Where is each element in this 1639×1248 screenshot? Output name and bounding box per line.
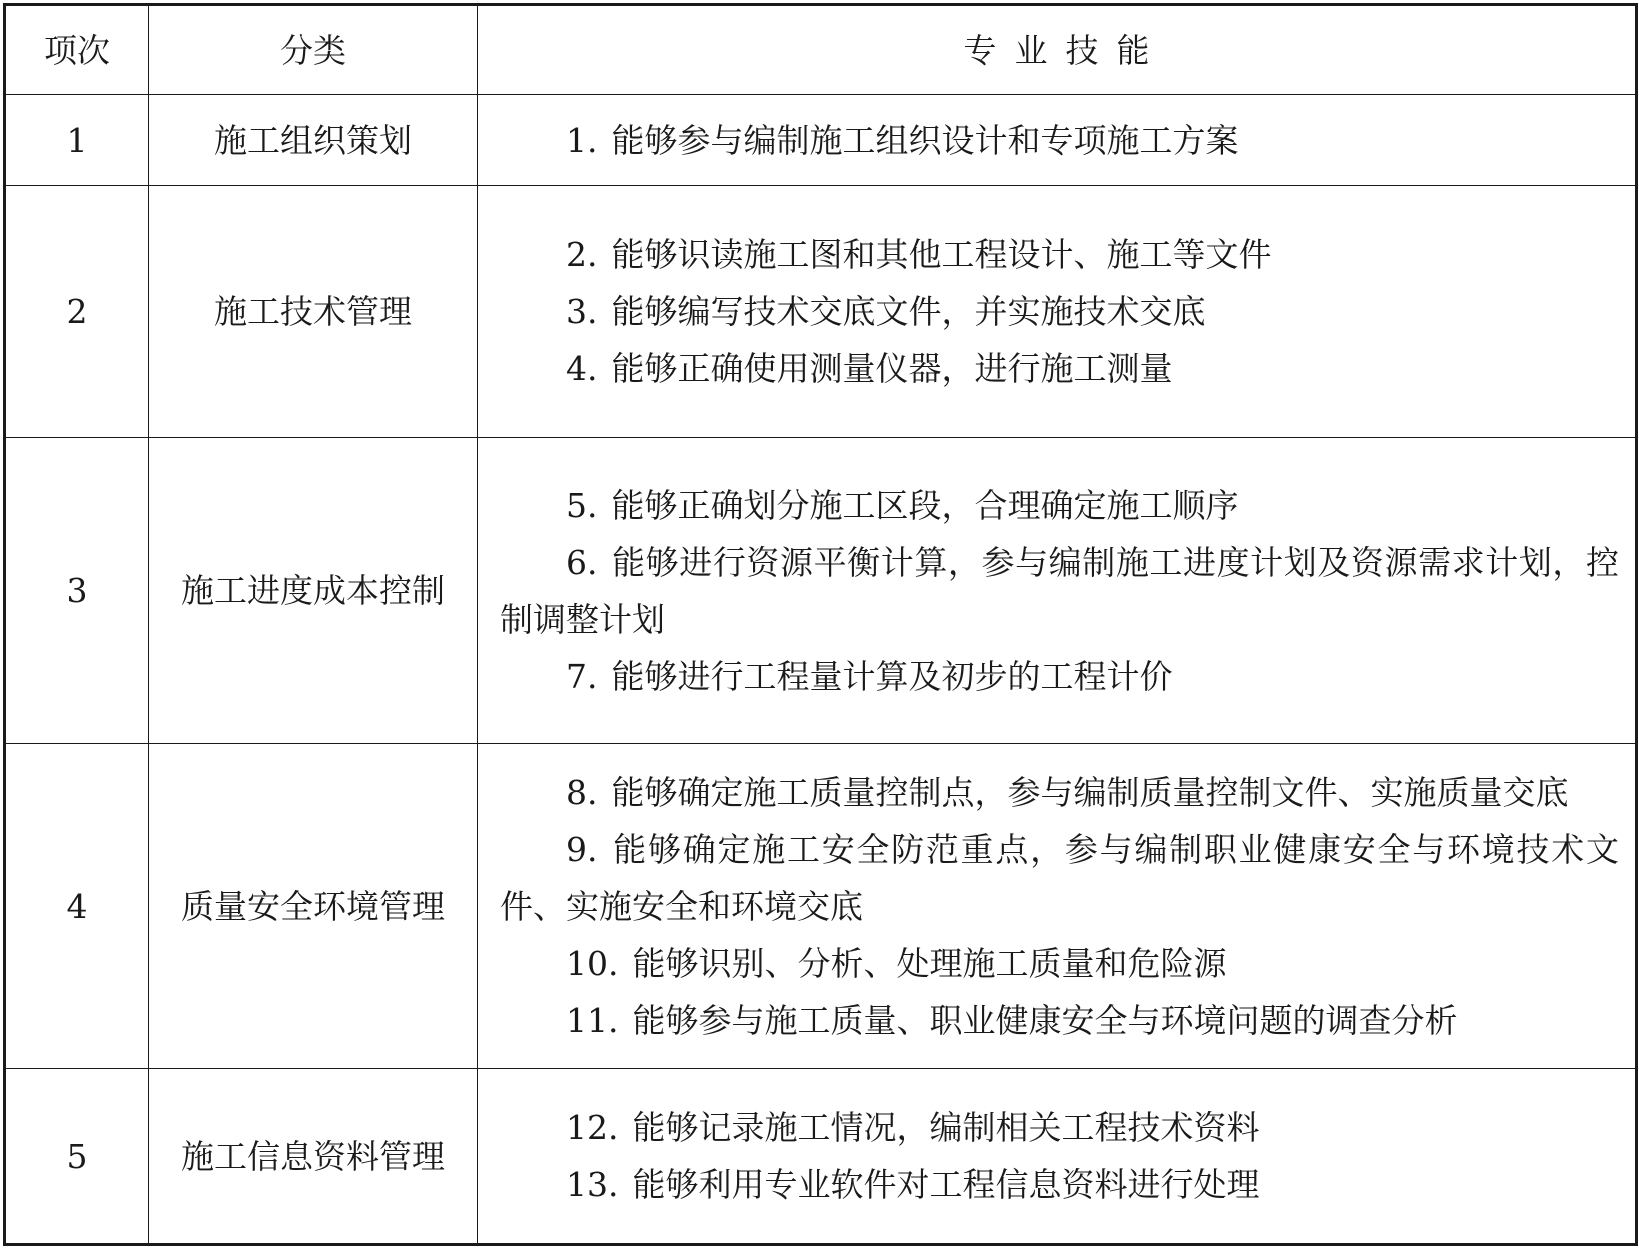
skill-item <box>500 1099 1619 1156</box>
row-index: 1 <box>5 95 149 186</box>
header-skills: 专业技能 <box>478 5 1637 95</box>
skill-number: 7. <box>566 656 598 696</box>
skill-number: 12. <box>566 1108 619 1147</box>
table-header-row <box>5 5 1637 95</box>
row-skills <box>478 186 1637 438</box>
skill-number: 4. <box>566 349 598 388</box>
skill-text: 能够参与编制施工组织设计和专项施工方案 <box>611 120 1239 160</box>
row-category: 施工信息资料管理 <box>149 1069 478 1245</box>
row-category: 施工进度成本控制 <box>149 438 478 744</box>
skill-text: 能够确定施工安全防范重点，参与编制职业健康安全与环境技术文件、实施安全和环境交底 <box>500 829 1619 926</box>
skill-item <box>500 764 1619 821</box>
table-row <box>5 95 1637 186</box>
skills-table <box>3 3 1638 1246</box>
table-row <box>5 186 1637 438</box>
skill-text: 能够进行工程量计算及初步的工程计价 <box>611 656 1173 696</box>
table-row <box>5 438 1637 744</box>
skill-item <box>500 477 1619 534</box>
skill-item <box>500 112 1619 169</box>
row-index: 5 <box>5 1069 149 1245</box>
row-category: 施工技术管理 <box>149 186 478 438</box>
skill-text: 能够识读施工图和其他工程设计、施工等文件 <box>611 235 1272 274</box>
row-skills <box>478 744 1637 1069</box>
skill-text: 能够编写技术交底文件，并实施技术交底 <box>611 292 1206 331</box>
skill-number: 3. <box>566 292 598 331</box>
skill-number: 6. <box>566 542 598 582</box>
skill-item <box>500 534 1619 648</box>
skill-text: 能够识别、分析、处理施工质量和危险源 <box>632 943 1227 983</box>
skill-number: 9. <box>566 829 598 869</box>
skill-number: 10. <box>566 943 619 983</box>
skill-number: 11. <box>566 1000 619 1040</box>
table-row <box>5 744 1637 1069</box>
skill-text: 能够正确使用测量仪器，进行施工测量 <box>611 349 1173 388</box>
skill-text: 能够进行资源平衡计算，参与编制施工进度计划及资源需求计划，控制调整计划 <box>500 542 1619 639</box>
table-row <box>5 1069 1637 1245</box>
skill-item <box>500 1156 1619 1213</box>
skill-number: 13. <box>566 1165 619 1204</box>
row-index: 3 <box>5 438 149 744</box>
header-category: 分类 <box>149 5 478 95</box>
skill-text: 能够参与施工质量、职业健康安全与环境问题的调查分析 <box>632 1000 1458 1040</box>
skill-text: 能够记录施工情况，编制相关工程技术资料 <box>632 1108 1260 1147</box>
skill-item <box>500 821 1619 935</box>
skill-text: 能够确定施工质量控制点，参与编制质量控制文件、实施质量交底 <box>611 772 1569 812</box>
skill-text: 能够利用专业软件对工程信息资料进行处理 <box>632 1165 1260 1204</box>
skill-number: 5. <box>566 485 598 525</box>
skill-number: 8. <box>566 772 598 812</box>
skills-table-container <box>3 3 1635 1243</box>
skill-number: 2. <box>566 235 598 274</box>
row-skills <box>478 1069 1637 1245</box>
skill-item <box>500 283 1619 340</box>
skill-item <box>500 992 1619 1049</box>
skill-number: 1. <box>566 120 598 160</box>
skill-item <box>500 226 1619 283</box>
header-index: 项次 <box>5 5 149 95</box>
row-index: 4 <box>5 744 149 1069</box>
row-skills <box>478 95 1637 186</box>
skill-item <box>500 935 1619 992</box>
skill-text: 能够正确划分施工区段，合理确定施工顺序 <box>611 485 1239 525</box>
skill-item <box>500 340 1619 397</box>
row-index: 2 <box>5 186 149 438</box>
row-category: 施工组织策划 <box>149 95 478 186</box>
row-category: 质量安全环境管理 <box>149 744 478 1069</box>
row-skills <box>478 438 1637 744</box>
skill-item <box>500 648 1619 705</box>
